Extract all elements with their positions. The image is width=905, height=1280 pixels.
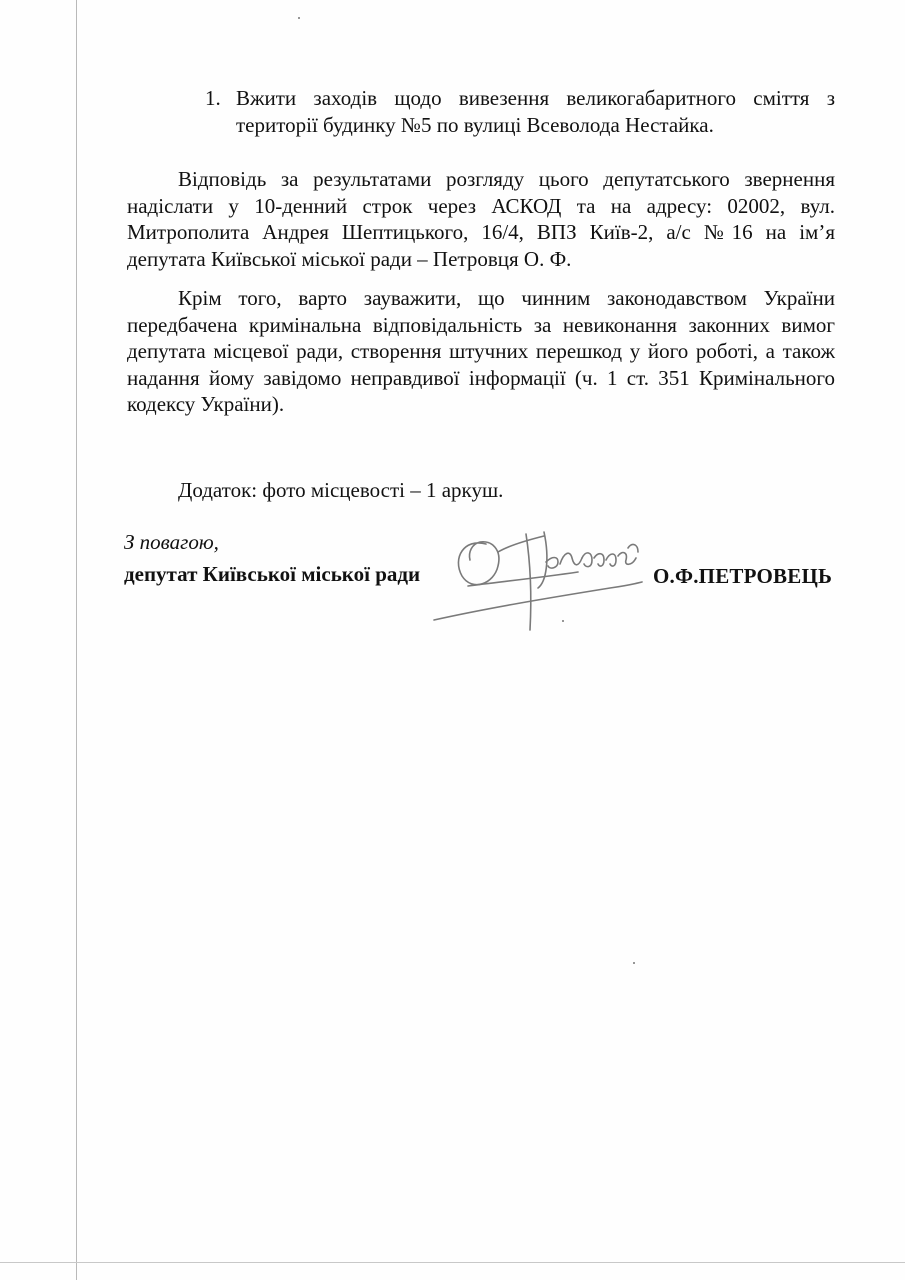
- scan-speck: [298, 17, 300, 19]
- closing-salutation: З повагою,: [124, 530, 219, 554]
- signer-name: О.Ф.ПЕТРОВЕЦЬ: [653, 564, 833, 588]
- handwritten-signature: [428, 512, 648, 637]
- list-item-number: 1.: [205, 86, 221, 110]
- scan-speck: [633, 962, 635, 964]
- numbered-list-item: [205, 85, 835, 138]
- response-paragraph: Відповідь за результатами розгляду цього депутатського звернення надіслати у 10-денний строк через АСКОД та на адресу: 02002, вул. Митрополита Андрея Шептицького, 16/4, ВПЗ Київ-2, а/с №16 на ім’я депутата Київської міської ради – Петровця О. Ф.: [127, 167, 835, 271]
- scan-edge-line: [0, 1262, 905, 1263]
- attachment-note: Додаток: фото місцевості – 1 аркуш.: [178, 478, 504, 502]
- list-item-text: Вжити заходів щодо вивезення великогабаритного сміття з території будинку №5 по вулиці Всеволода Нестайка.: [236, 86, 835, 137]
- signer-position: депутат Київської міської ради: [124, 562, 421, 586]
- scan-edge-line: [76, 0, 77, 1280]
- liability-paragraph: Крім того, варто зауважити, що чинним законодавством України передбачена кримінальна відповідальність за невиконання законних вимог депутата місцевої ради, створення штучних перешкод у його роботі, а також надання йому завідомо неправдивої інформації (ч. 1 ст. 351 Кримінального кодексу України).: [127, 286, 835, 416]
